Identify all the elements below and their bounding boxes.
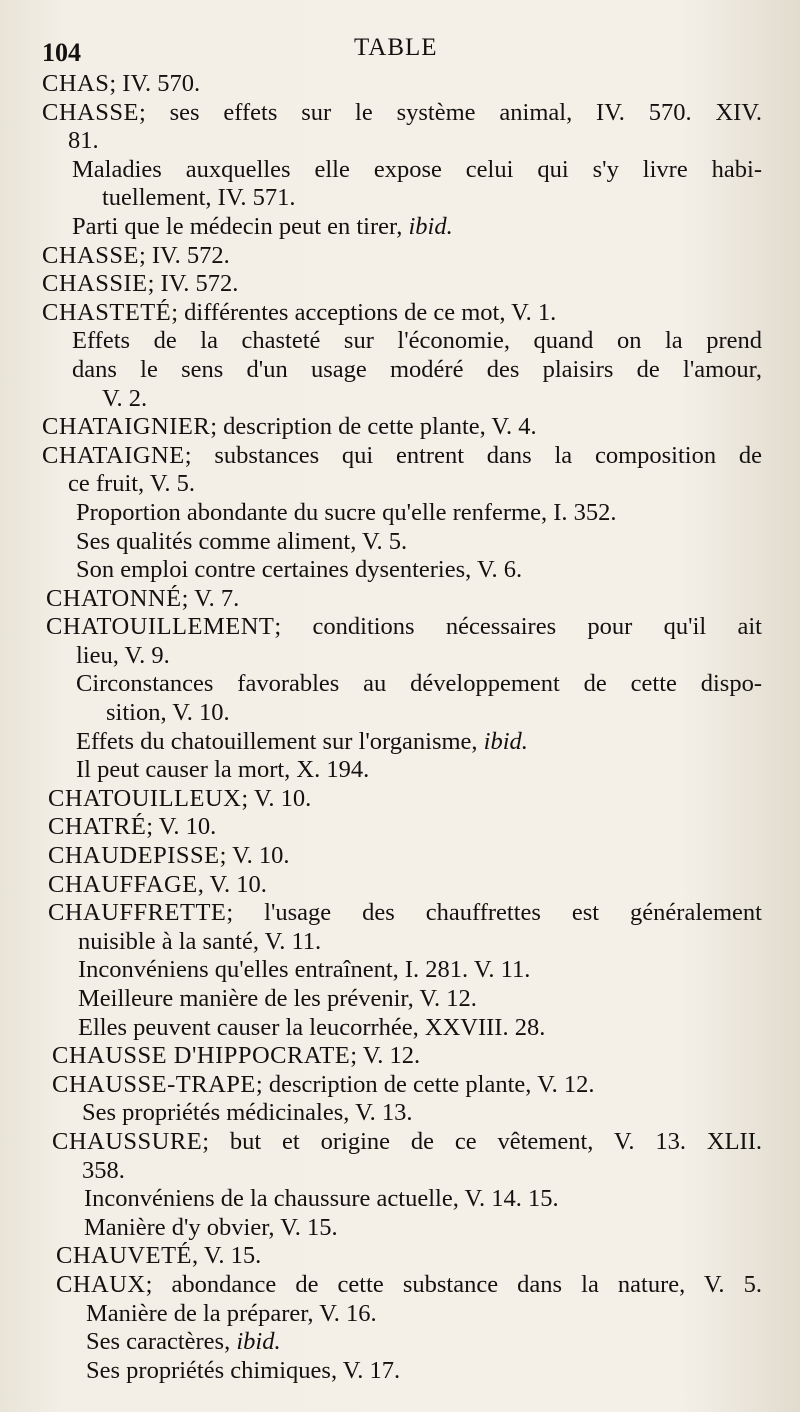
index-subentry: Son emploi contre certaines dysenteries, V. 6. [76,556,523,584]
index-subentry: Effets de la chasteté sur l'économie, quand on la prend [72,327,762,355]
index-entry: CHAUVETÉ, V. 15. [56,1242,262,1270]
index-entry: CHAUSSE-TRAPE; description de cette plante, V. 12. [52,1070,595,1098]
index-entry: CHASSIE; IV. 572. [42,270,239,298]
running-title: TABLE [354,34,438,61]
index-entries [42,70,762,1385]
index-subentry: Ses propriétés médicinales, V. 13. [82,1099,413,1127]
index-entry: CHATRÉ; V. 10. [48,813,217,841]
index-entry: CHATAIGNIER; description de cette plante, V. 4. [42,413,537,441]
page-header [42,30,762,66]
index-entry: CHAUSSURE; but et origine de ce vêtement, V. 13. XLII. [52,1127,762,1155]
index-entry: CHATONNÉ; V. 7. [46,584,240,612]
index-subentry: Ses qualités comme aliment, V. 5. [76,527,408,555]
index-entry: CHAUSSE D'HIPPOCRATE; V. 12. [52,1042,421,1070]
index-subentry: Ses caractères, ibid. [86,1328,281,1356]
index-subentry: Ses propriétés chimiques, V. 17. [86,1356,401,1384]
index-subentry: Inconvéniens qu'elles entraînent, I. 281. V. 11. [78,956,531,984]
index-entry-continuation: 358. [82,1156,125,1184]
index-entry: CHAUFFRETTE; l'usage des chauffrettes est généralement [48,899,762,927]
index-entry: CHAUX; abondance de cette substance dans la nature, V. 5. [56,1270,762,1298]
index-entry: CHASTETÉ; différentes acceptions de ce mot, V. 1. [42,298,557,326]
index-entry: CHATOUILLEUX; V. 10. [48,784,312,812]
index-entry-continuation: nuisible à la santé, V. 11. [78,927,322,955]
index-subentry-continuation: sition, V. 10. [106,699,230,727]
index-subentry: Manière d'y obvier, V. 15. [84,1213,338,1241]
index-entry-continuation: lieu, V. 9. [76,641,170,669]
index-entry: CHASSE; IV. 572. [42,241,230,269]
index-subentry: Parti que le médecin peut en tirer, ibid. [72,212,453,240]
page-number: 104 [42,38,81,67]
index-subentry-continuation: dans le sens d'un usage modéré des plaisirs de l'amour, [72,355,762,383]
index-entry-continuation: 81. [68,127,99,155]
index-subentry: Effets du chatouillement sur l'organisme, ibid. [76,727,528,755]
index-entry: CHATAIGNE; substances qui entrent dans la composition de [42,441,762,469]
index-subentry-continuation: V. 2. [102,384,148,412]
index-entry-continuation: ce fruit, V. 5. [68,470,196,498]
index-entry: CHAUDEPISSE; V. 10. [48,842,290,870]
index-subentry: Proportion abondante du sucre qu'elle renferme, I. 352. [76,498,617,526]
index-subentry: Manière de la préparer, V. 16. [86,1299,377,1327]
index-subentry: Inconvéniens de la chaussure actuelle, V. 14. 15. [84,1185,559,1213]
index-entry: CHASSE; ses effets sur le système animal, IV. 570. XIV. [42,98,762,126]
index-entry: CHAS; IV. 570. [42,70,201,97]
index-subentry: Elles peuvent causer la leucorrhée, XXVIII. 28. [78,1013,546,1041]
index-subentry-continuation: tuellement, IV. 571. [102,184,296,212]
index-entry: CHATOUILLEMENT; conditions nécessaires pour qu'il ait [46,613,762,641]
index-subentry: Meilleure manière de les prévenir, V. 12. [78,985,477,1012]
index-entry: CHAUFFAGE, V. 10. [48,870,267,898]
index-subentry: Maladies auxquelles elle expose celui qui s'y livre habi- [72,155,762,183]
index-subentry: Circonstances favorables au développement de cette dispo- [76,670,762,698]
index-subentry: Il peut causer la mort, X. 194. [76,756,370,784]
